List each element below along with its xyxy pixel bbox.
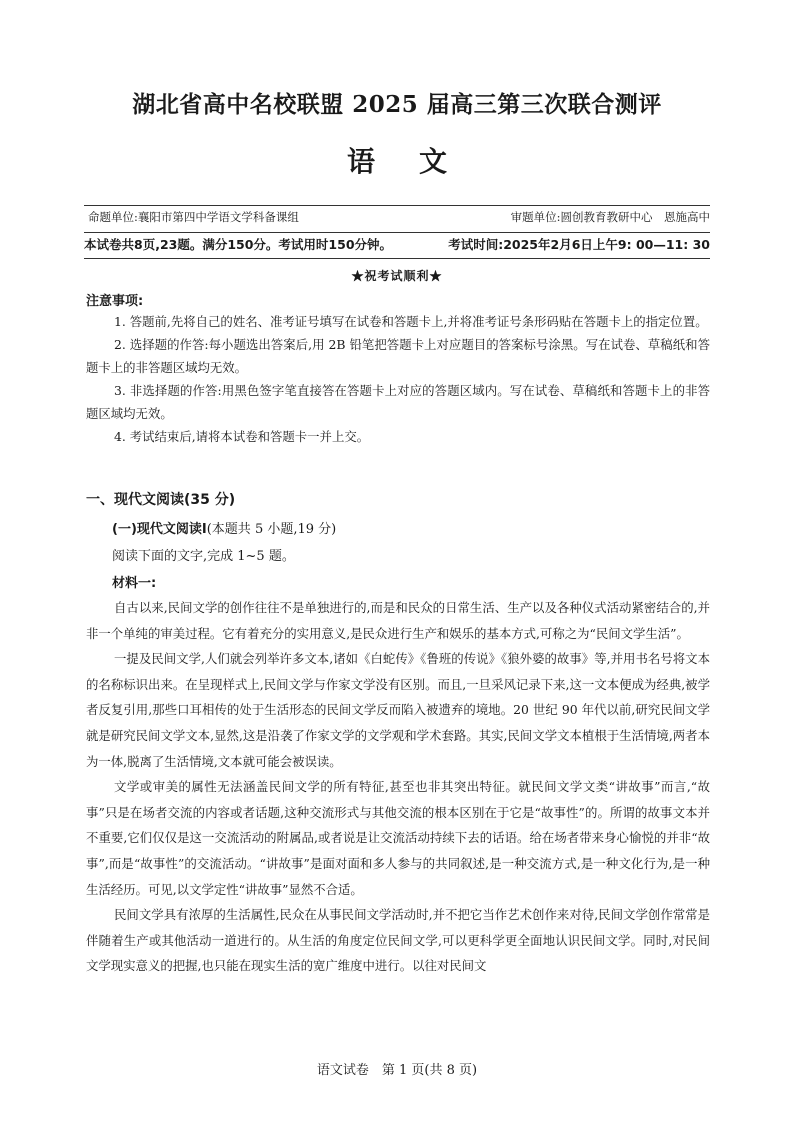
units-row — [88, 209, 710, 225]
divider-bottom — [84, 258, 710, 259]
notes-heading: 注意事项: — [86, 294, 144, 309]
passage-paragraph: 一提及民间文学,人们就会列举许多文本,诸如《白蛇传》《鲁班的传说》《狼外婆的故事》等,并用书名号将文本的名称标识出来。在呈现样式上,民间文学与作家文学没有区别。而且,一旦采风记录下来,这一文本便成为经典,被学者反复引用,那些口耳相传的处于生活形态的民间文学反而陷入被遗弃的境地。20 世纪 90 年代以前,研究民间文学就是研究民间文学文本,显然,这是沿袭了作家文学的文学观和学术套路。其实,民间文学文本植根于生活情境,两者本为一体,脱离了生活情境,文本就可能会被误读。 — [86, 651, 710, 769]
section-heading: 一、现代文阅读(35 分) — [86, 492, 236, 508]
reading-instruction: 阅读下面的文字,完成 1~5 题。 — [112, 549, 295, 564]
passage-paragraph: 文学或审美的属性无法涵盖民间文学的所有特征,甚至也非其突出特征。就民间文学文类“讲故事”而言,“故事”只是在场者交流的内容或者话题,这种交流形式与其他交流的根本区别在于它是“故事性”的。所谓的故事文本并不重要,它们仅仅是这一交流活动的附属品,或者说是让交流活动持续下去的话语。给在场者带来身心愉悦的并非“故事”,而是“故事性”的交流活动。“讲故事”是面对面和多人参与的共同叙述,是一种交流方式,是一种文化行为,是一种生活经历。可见,以文学定性“讲故事”显然不合适。 — [86, 779, 710, 897]
note-item: 4. 考试结束后,请将本试卷和答题卡一并上交。 — [114, 429, 370, 444]
proposer-unit: 命题单位:襄阳市第四中学语文学科备课组 — [88, 210, 299, 224]
exam-title: 湖北省高中名校联盟 2025 届高三第三次联合测评 — [132, 91, 662, 118]
page-footer: 语文试卷 第 1 页(共 8 页) — [316, 1063, 478, 1078]
subsection-heading — [112, 518, 336, 537]
divider-middle — [84, 232, 710, 233]
good-luck-banner: ★祝考试顺利★ — [351, 269, 443, 283]
reviewer-unit: 审题单位:圆创教育教研中心 恩施高中 — [510, 210, 710, 224]
exam-info-row — [84, 235, 710, 253]
note-item: 2. 选择题的作答:每小题选出答案后,用 2B 铅笔把答题卡上对应题目的答案标号涂黑。写在试卷、草稿纸和答题卡上的非答题区域均无效。 — [86, 337, 710, 375]
material-label: 材料一: — [112, 576, 157, 591]
subsection-note: (本题共 5 小题,19 分) — [206, 522, 337, 537]
note-item: 1. 答题前,先将自己的姓名、准考证号填写在试卷和答题卡上,并将准考证号条形码贴在答题卡上的指定位置。 — [114, 314, 708, 329]
passage-body — [86, 595, 710, 979]
exam-time: 考试时间:2025年2月6日上午9: 00—11: 30 — [448, 237, 710, 252]
subsection-title: (一)现代文阅读Ⅰ — [112, 522, 207, 537]
exam-summary: 本试卷共8页,23题。满分150分。考试用时150分钟。 — [84, 237, 393, 252]
notes-list — [86, 310, 710, 448]
passage-paragraph: 自古以来,民间文学的创作往往不是单独进行的,而是和民众的日常生活、生产以及各种仪式活动紧密结合的,并非一个单纯的审美过程。它有着充分的实用意义,是民众进行生产和娱乐的基本方式,可称之为“民间文学生活”。 — [86, 600, 710, 641]
note-item: 3. 非选择题的作答:用黑色签字笔直接答在答题卡上对应的答题区域内。写在试卷、草稿纸和答题卡上的非答题区域均无效。 — [86, 383, 710, 421]
divider-top — [84, 205, 710, 206]
passage-paragraph: 民间文学具有浓厚的生活属性,民众在从事民间文学活动时,并不把它当作艺术创作来对待,民间文学创作常常是伴随着生产或其他活动一道进行的。从生活的角度定位民间文学,可以更科学更全面地认识民间文学。同时,对民间文学现实意义的把握,也只能在现实生活的宽广维度中进行。以往对民间文 — [86, 907, 710, 974]
subject-title: 语文 — [346, 145, 491, 178]
